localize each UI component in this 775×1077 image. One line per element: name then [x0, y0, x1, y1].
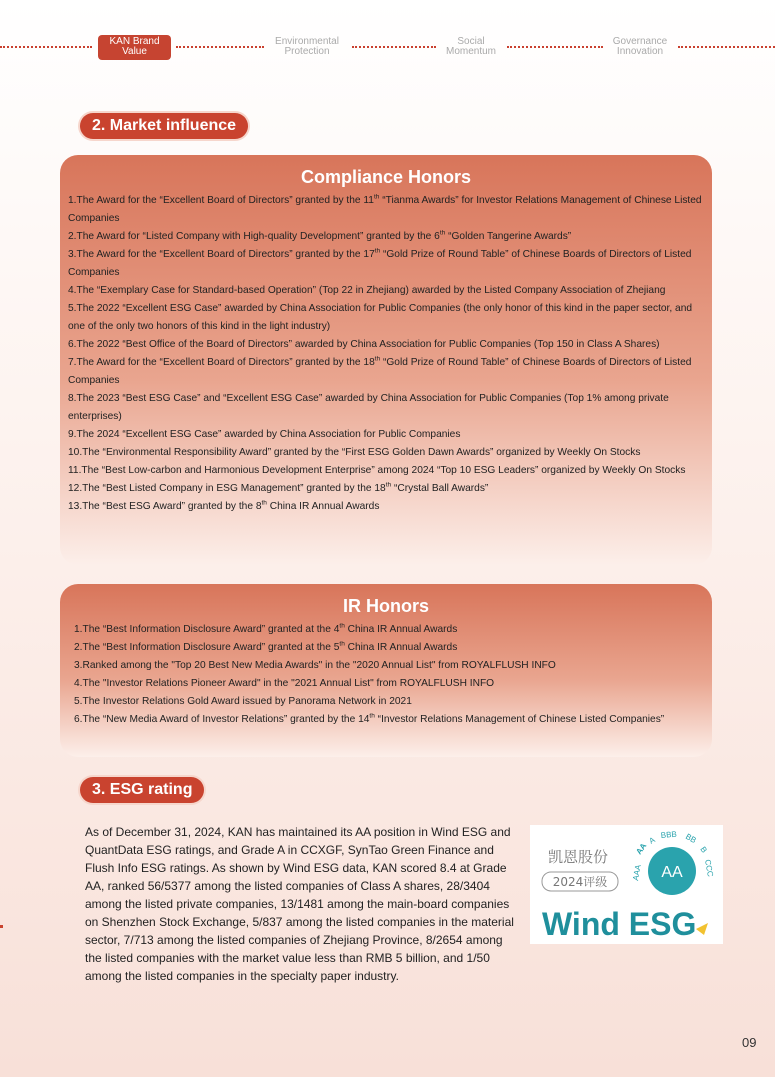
ordinal-suffix: th	[339, 622, 345, 630]
svg-text:BB: BB	[684, 831, 698, 846]
honor-item	[68, 282, 702, 300]
honor-item	[68, 228, 702, 246]
honor-text: “Investor Relations Management of Chinese Listed Companies”	[374, 714, 665, 725]
section-heading-esg-rating: 3. ESG rating	[80, 777, 204, 803]
nav-governance-innovation[interactable]: Governance Innovation	[612, 36, 668, 57]
honor-text: 11.The “Best Low-carbon and Harmonious Development Enterprise” among 2024 “Top 10 ESG Leaders” organized by Weekly On Stocks	[68, 465, 686, 476]
honor-text: 6.The “New Media Award of Investor Relations” granted by the 14	[74, 714, 370, 725]
honor-item	[74, 711, 702, 729]
honor-text: 4.The "Investor Relations Pioneer Award" in the "2021 Annual List" from ROYALFLUSH INFO	[74, 678, 495, 689]
ordinal-suffix: th	[373, 193, 380, 201]
section-nav	[0, 35, 775, 61]
honor-item	[68, 300, 702, 336]
page-number: 09	[742, 1035, 757, 1050]
honor-item	[74, 639, 702, 657]
honor-text: 5.The 2022 “Excellent ESG Case” awarded by China Association for Public Companies (the only honor of this kind in the paper sector, and one of the only two honors of this kind in the light industry)	[68, 303, 693, 332]
honor-item	[68, 354, 702, 390]
honor-item	[68, 426, 702, 444]
honor-text: “Tianma Awards” for Investor Relations Management of Chinese Listed Companies	[68, 195, 702, 224]
honor-item	[68, 462, 702, 480]
margin-marker	[0, 925, 3, 928]
divider	[678, 46, 775, 48]
svg-text:BBB: BBB	[660, 829, 678, 840]
divider	[176, 46, 264, 48]
divider	[0, 46, 92, 48]
ordinal-suffix: th	[339, 640, 345, 648]
logo-brand: Wind ESG	[542, 906, 697, 942]
compliance-honors-panel	[60, 155, 712, 565]
ir-honors-panel	[60, 584, 712, 757]
honor-item	[74, 621, 702, 639]
honor-text: 9.The 2024 “Excellent ESG Case” awarded by China Association for Public Companies	[68, 429, 461, 440]
panel-title: IR Honors	[342, 596, 429, 616]
honor-text: “Crystal Ball Awards”	[391, 483, 489, 494]
honor-text: 8.The 2023 “Best ESG Case” and “Excellent ESG Case” awarded by China Association for Public Companies (Top 1% among private enterprises)	[68, 393, 669, 422]
honor-item	[68, 192, 702, 228]
ordinal-suffix: th	[369, 712, 375, 720]
svg-text:AA: AA	[634, 841, 649, 857]
honor-item	[68, 336, 702, 354]
honor-text: 3.Ranked among the "Top 20 Best New Media Awards" in the "2020 Annual List" from ROYALFLUSH INFO	[74, 660, 556, 671]
nav-environmental-protection[interactable]: Environmental Protection	[275, 36, 339, 57]
svg-text:B: B	[698, 844, 709, 855]
svg-text:CCC: CCC	[703, 858, 715, 878]
honor-text: 1.The Award for the “Excellent Board of Directors” granted by the 11	[68, 195, 374, 206]
honor-text: 5.The Investor Relations Gold Award issued by Panorama Network in 2021	[74, 696, 412, 707]
logo-year: 2024评级	[552, 875, 608, 889]
panel-title: Compliance Honors	[300, 167, 472, 187]
honor-text: 4.The “Exemplary Case for Standard-based Operation” (Top 22 in Zhejiang) awarded by the Listed Company Association of Zhejiang	[68, 285, 666, 296]
honor-text: “Gold Prize of Round Table” of Chinese Boards of Directors of Listed Companies	[68, 249, 692, 278]
honor-item	[74, 693, 702, 711]
honor-item	[68, 390, 702, 426]
ordinal-suffix: th	[374, 247, 381, 255]
esg-rating-paragraph: As of December 31, 2024, KAN has maintained its AA position in Wind ESG and QuantData ESG ratings, and Grade A in CCXGF, SynTao Green Finance and Flush Info ESG ratings. As shown by Wind ESG data, KAN scored 8.4 at Grade AA, ranked 56/5377 among the listed companies of Class A shares, 28/3404 among the listed private companies, 13/1481 among the main-board companies on Shenzhen Stock Exchange, 5/837 among the listed companies in the material sector, 7/713 among the listed companies of Zhejiang Province, 8/2654 among the listed companies with the market value less than RMB 5 billion, and 1/50 among the listed companies in the specialty paper industry.	[85, 825, 514, 983]
ordinal-suffix: th	[374, 355, 381, 363]
honor-text: 2.The “Best Information Disclosure Award” granted at the 5	[74, 642, 340, 653]
svg-text:A: A	[647, 835, 657, 846]
divider	[352, 46, 436, 48]
honor-text: 7.The Award for the “Excellent Board of Directors” granted by the 18	[68, 357, 375, 368]
honor-text: 13.The “Best ESG Award” granted by the 8	[68, 501, 262, 512]
logo-company: 凯恩股份	[547, 848, 609, 866]
honor-item	[74, 675, 702, 693]
wind-esg-rating-logo	[530, 825, 723, 944]
ordinal-suffix: th	[439, 229, 446, 237]
nav-kan-brand-value[interactable]: KAN Brand Value	[98, 35, 171, 60]
logo-grade: AA	[661, 864, 683, 881]
honor-text: “Gold Prize of Round Table” of Chinese Boards of Directors of Listed Companies	[68, 357, 692, 386]
honor-text: China IR Annual Awards	[266, 501, 380, 512]
honor-text: 3.The Award for the “Excellent Board of Directors” granted by the 17	[68, 249, 375, 260]
divider	[507, 46, 603, 48]
honor-item	[74, 657, 702, 675]
wind-esg-logo-graphic	[530, 825, 723, 944]
honor-text: China IR Annual Awards	[344, 642, 458, 653]
section-heading-market-influence: 2. Market influence	[80, 113, 248, 139]
honor-item	[68, 246, 702, 282]
svg-text:AAA: AAA	[631, 864, 643, 882]
ordinal-suffix: th	[385, 481, 392, 489]
honor-text: “Golden Tangerine Awards”	[445, 231, 572, 242]
honor-item	[68, 444, 702, 462]
honor-text: China IR Annual Awards	[344, 624, 458, 635]
honor-item	[68, 480, 702, 498]
honor-item	[68, 498, 702, 516]
honor-text: 6.The 2022 “Best Office of the Board of Directors” awarded by China Association for Public Companies (Top 150 in Class A Shares)	[68, 339, 660, 350]
honor-text: 12.The “Best Listed Company in ESG Management” granted by the 18	[68, 483, 386, 494]
honor-text: 1.The “Best Information Disclosure Award” granted at the 4	[74, 624, 340, 635]
honor-text: 2.The Award for “Listed Company with High-quality Development” granted by the 6	[68, 231, 440, 242]
honor-text: 10.The “Environmental Responsibility Award” granted by the “First ESG Golden Dawn Awards” organized by Weekly On Stocks	[68, 447, 641, 458]
nav-social-momentum[interactable]: Social Momentum	[445, 36, 496, 57]
ordinal-suffix: th	[261, 499, 267, 507]
ir-honors-list	[60, 621, 712, 729]
compliance-honors-list	[60, 192, 712, 516]
